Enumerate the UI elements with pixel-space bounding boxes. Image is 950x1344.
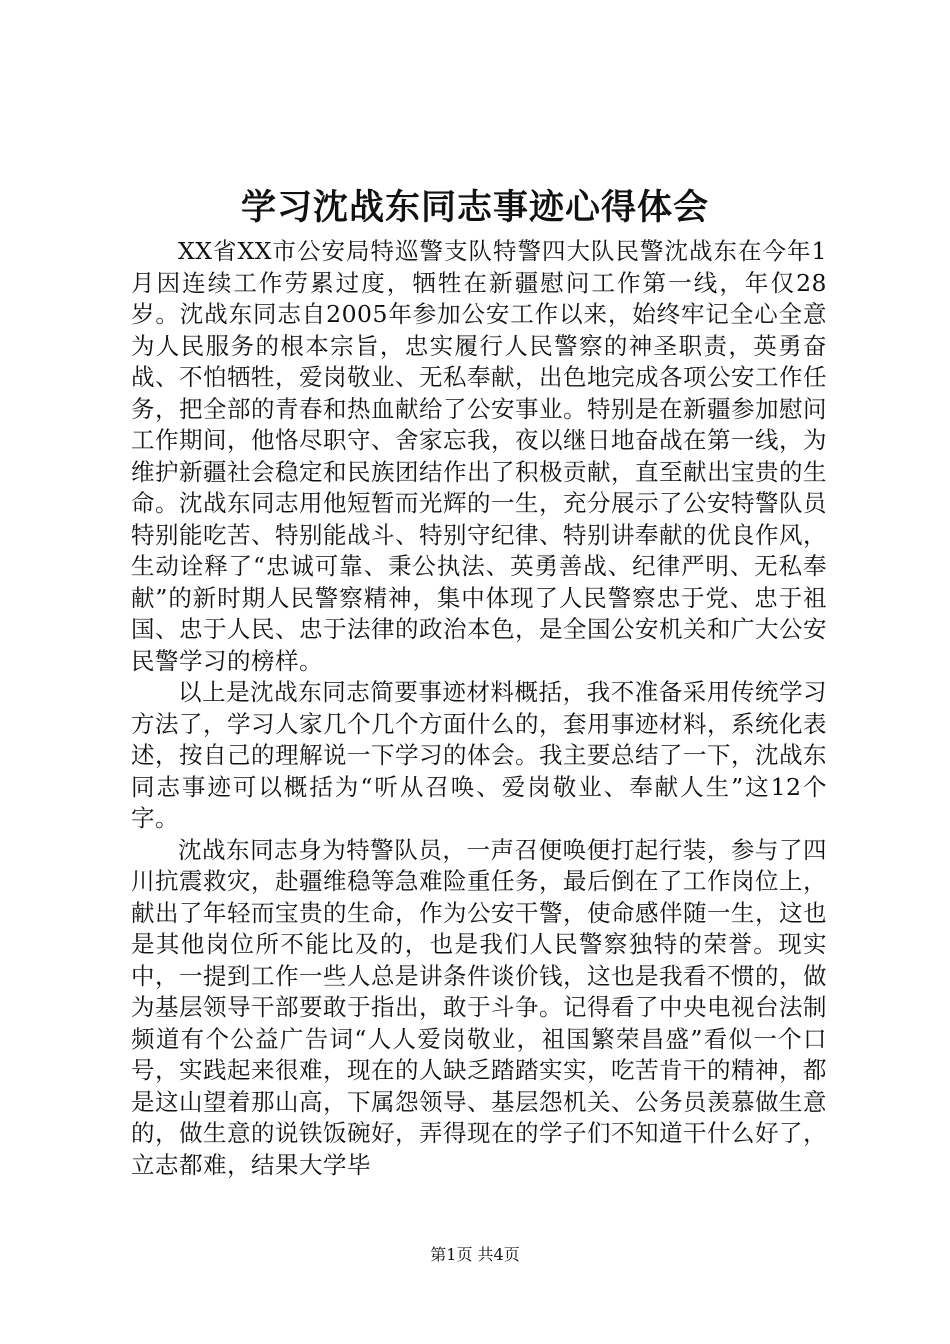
page-number-footer: 第1页 共4页 [430,1245,520,1264]
document-body [131,236,827,1181]
paragraph-3: 沈战东同志身为特警队员，一声召便唤便打起行装，参与了四川抗震救灾，赴疆维稳等急难险重任务，最后倒在了工作岗位上，献出了年轻而宝贵的生命，作为公安干警，使命感伴随一生，这也是其他岗位所不能比及的，也是我们人民警察独特的荣誉。现实中，一提到工作一些人总是讲条件谈价钱，这也是我看不惯的，做为基层领导干部要敢于指出，敢于斗争。记得看了中央电视台法制频道有个公益广告词“人人爱岗敬业，祖国繁荣昌盛”看似一个口号，实践起来很难，现在的人缺乏踏踏实实，吃苦肯干的精神，都是这山望着那山高，下属怨领导、基层怨机关、公务员羡慕做生意的，做生意的说铁饭碗好，弄得现在的学子们不知道干什么好了，立志都难，结果大学毕 [131,835,827,1179]
paragraph-1: XX省XX市公安局特巡警支队特警四大队民警沈战东在今年1月因连续工作劳累过度，牺牲在新疆慰问工作第一线，年仅28岁。沈战东同志自2005年参加公安工作以来，始终牢记全心全意为人民服务的根本宗旨，忠实履行人民警察的神圣职责，英勇奋战、不怕牺牲，爱岗敬业、无私奉献，出色地完成各项公安工作任务，把全部的青春和热血献给了公安事业。特别是在新疆参加慰问工作期间，他恪尽职守、舍家忘我，夜以继日地奋战在第一线，为维护新疆社会稳定和民族团结作出了积极贡献，直至献出宝贵的生命。沈战东同志用他短暂而光辉的一生，充分展示了公安特警队员特别能吃苦、特别能战斗、特别守纪律、特别讲奉献的优良作风，生动诠释了“忠诚可靠、秉公执法、英勇善战、纪律严明、无私奉献”的新时期人民警察精神，集中体现了人民警察忠于党、忠于祖国、忠于人民、忠于法律的政治本色，是全国公安机关和广大公安民警学习的榜样。 [131,237,827,675]
paragraph-2: 以上是沈战东同志简要事迹材料概括，我不准备采用传统学习方法了，学习人家几个几个方面什么的，套用事迹材料，系统化表述，按自己的理解说一下学习的体会。我主要总结了一下，沈战东同志事迹可以概括为“听从召唤、爱岗敬业、奉献人生”这12个字。 [131,678,827,832]
document-title: 学习沈战东同志事迹心得体会 [240,188,709,228]
